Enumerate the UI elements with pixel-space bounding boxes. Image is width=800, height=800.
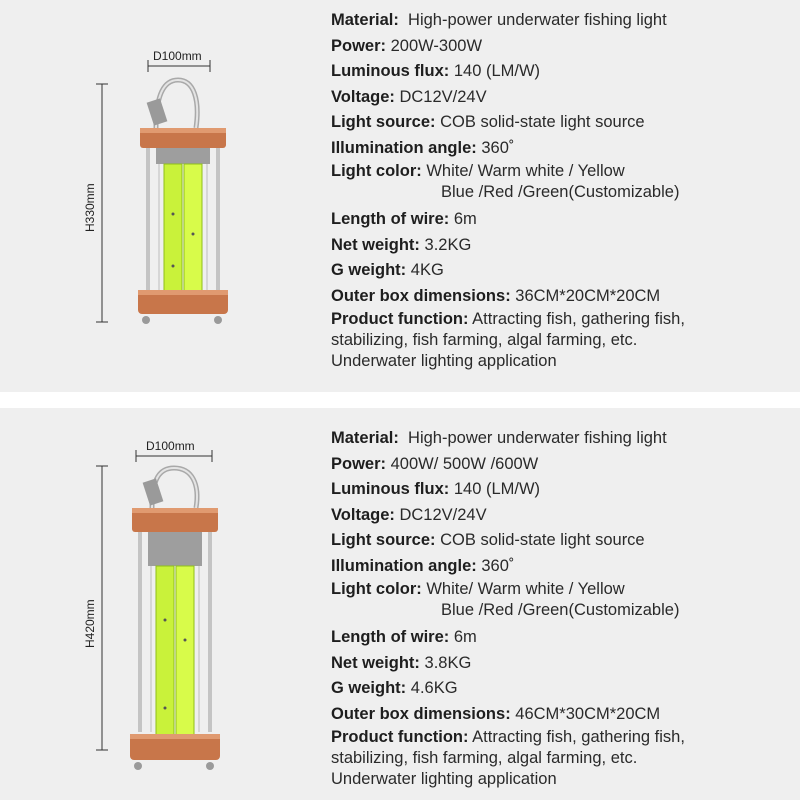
spec-material: Material: High-power underwater fishing light bbox=[331, 429, 667, 447]
spec-box-dimensions: Outer box dimensions: 46CM*30CM*20CM bbox=[331, 704, 661, 723]
panel-divider bbox=[0, 392, 800, 408]
spec-power: Power: 400W/ 500W /600W bbox=[331, 454, 539, 473]
spec-voltage: Voltage: DC12V/24V bbox=[331, 505, 487, 524]
spec-product-function: Product function: Attracting fish, gathering fish, stabilizing, fish farming, algal farming, etc. Underwater lighting application bbox=[331, 728, 685, 788]
spec-luminous-flux: Luminous flux: 140 (LM/W) bbox=[331, 62, 541, 80]
spec-illumination-angle: Illumination angle: 360˚ bbox=[331, 556, 515, 575]
spec-voltage: Voltage: DC12V/24V bbox=[331, 87, 487, 106]
height-label: H420mm bbox=[83, 599, 97, 648]
spec-wire-length: Length of wire: 6m bbox=[331, 628, 477, 646]
product-image-600w bbox=[60, 408, 320, 800]
product-panel-top bbox=[0, 0, 800, 392]
product-panel-bottom bbox=[0, 408, 800, 800]
spec-wire-length: Length of wire: 6m bbox=[331, 210, 477, 228]
spec-light-color: Light color: White/ Warm white / Yellow Blue /Red /Green(Customizable) bbox=[331, 162, 680, 201]
spec-power: Power: 200W-300W bbox=[331, 36, 483, 55]
spec-material: Material: High-power underwater fishing light bbox=[331, 11, 667, 29]
spec-list bbox=[331, 426, 685, 794]
spec-box-dimensions: Outer box dimensions: 36CM*20CM*20CM bbox=[331, 286, 661, 305]
spec-net-weight: Net weight: 3.2KG bbox=[331, 235, 472, 254]
spec-light-source: Light source: COB solid-state light source bbox=[331, 531, 645, 549]
spec-luminous-flux: Luminous flux: 140 (LM/W) bbox=[331, 480, 541, 498]
spec-light-color: Light color: White/ Warm white / Yellow Blue /Red /Green(Customizable) bbox=[331, 580, 680, 619]
product-image-300w bbox=[60, 0, 320, 392]
spec-g-weight: G weight: 4.6KG bbox=[331, 679, 458, 697]
spec-g-weight: G weight: 4KG bbox=[331, 261, 444, 279]
diameter-label: D100mm bbox=[153, 49, 202, 63]
spec-light-source: Light source: COB solid-state light source bbox=[331, 113, 645, 131]
diameter-label: D100mm bbox=[146, 439, 195, 453]
fishing-light-body bbox=[138, 80, 228, 324]
spec-product-function: Product function: Attracting fish, gathering fish, stabilizing, fish farming, algal farming, etc. Underwater lighting application bbox=[331, 310, 685, 370]
spec-list bbox=[331, 8, 685, 376]
spec-illumination-angle: Illumination angle: 360˚ bbox=[331, 138, 515, 157]
fishing-light-body bbox=[130, 468, 220, 770]
spec-net-weight: Net weight: 3.8KG bbox=[331, 653, 472, 672]
height-label: H330mm bbox=[83, 183, 97, 232]
